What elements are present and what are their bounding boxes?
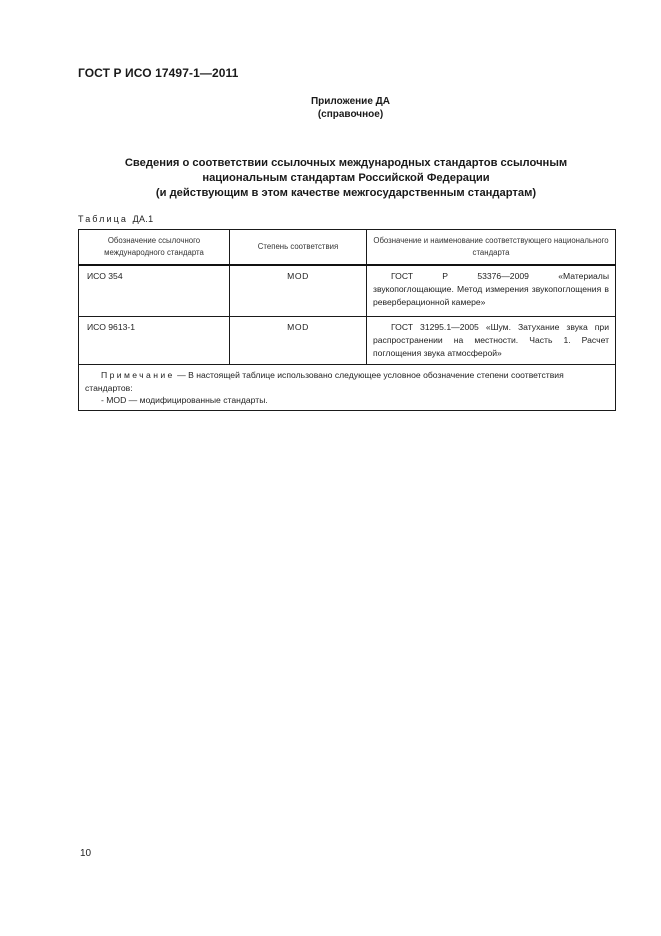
table-row bbox=[79, 265, 616, 317]
heading-line-3: (и действующим в этом качестве межгосударственным стандартам) bbox=[155, 187, 537, 199]
page-number: 10 bbox=[80, 848, 92, 859]
column-header-international-code: Обозначение ссылочного международного стандарта bbox=[79, 230, 230, 266]
cell-national-standard: ГОСТ 31295.1—2005 «Шум. Затухание звука при распространении на местности. Часть 1. Расчет поглощения звука атмосферой» bbox=[367, 317, 616, 365]
column-header-national-standard: Обозначение и наименование соответствующего национального стандарта bbox=[367, 230, 616, 266]
cell-degree: MOD bbox=[230, 265, 367, 317]
table-row bbox=[79, 317, 616, 365]
table-caption bbox=[78, 214, 153, 224]
annex-title: Приложение ДА bbox=[310, 96, 391, 107]
note-body: — В настоящей таблице использовано следующее условное обозначение степени соответствия стандартов: bbox=[85, 370, 564, 393]
heading-line-2: национальным стандартам Российской Федерации bbox=[202, 172, 490, 184]
table-header-row bbox=[79, 230, 616, 266]
table-caption-number: ДА.1 bbox=[132, 214, 154, 224]
annex-type: (справочное) bbox=[317, 109, 384, 120]
cell-national-standard: ГОСТ Р 53376—2009 «Материалы звукопоглощающие. Метод измерения звукопоглощения в реверберационной камере» bbox=[367, 265, 616, 317]
column-header-degree: Степень соответствия bbox=[230, 230, 367, 266]
document-code: ГОСТ Р ИСО 17497-1—2011 bbox=[78, 66, 239, 80]
note-text bbox=[85, 369, 609, 394]
table-note-row bbox=[79, 365, 616, 411]
cell-international-code: ИСО 9613-1 bbox=[79, 317, 230, 365]
cell-degree: MOD bbox=[230, 317, 367, 365]
note-label: Примечание bbox=[101, 370, 175, 380]
cell-international-code: ИСО 354 bbox=[79, 265, 230, 317]
table-caption-word: Таблица bbox=[78, 214, 128, 224]
correspondence-table bbox=[78, 229, 616, 411]
table-note bbox=[79, 365, 616, 411]
note-list-item: - MOD — модифицированные стандарты. bbox=[101, 395, 268, 405]
section-heading bbox=[78, 156, 614, 201]
heading-line-1: Сведения о соответствии ссылочных международных стандартов ссылочным bbox=[124, 157, 568, 169]
